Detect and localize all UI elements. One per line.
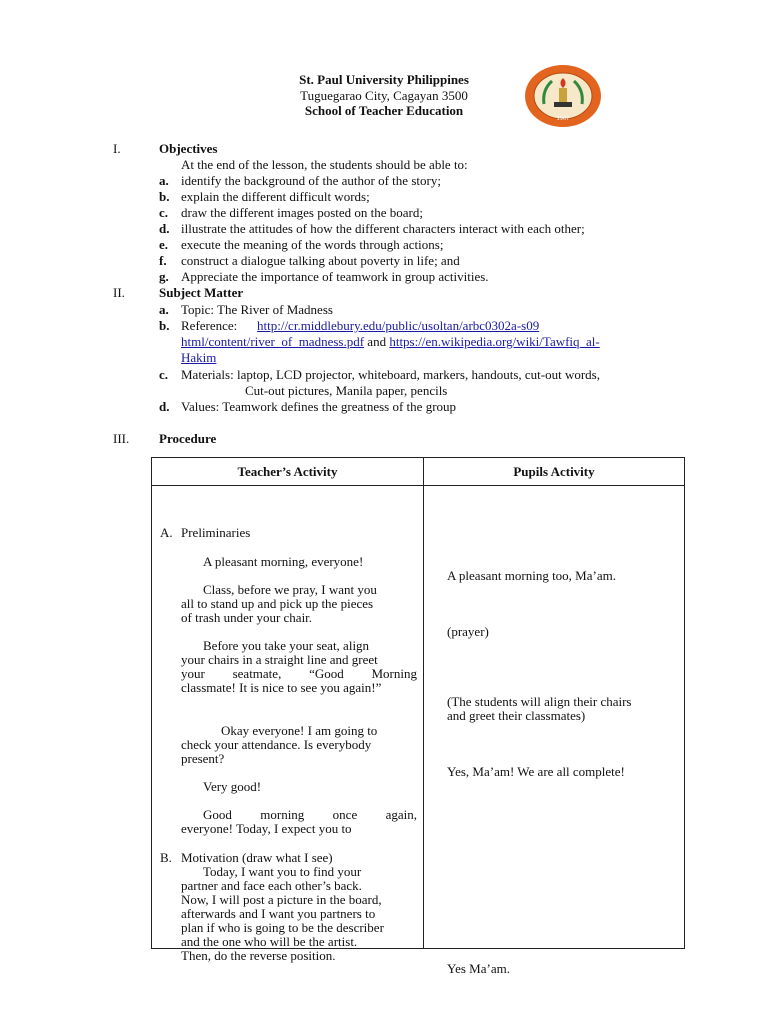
pupils-activity-header: Pupils Activity: [424, 458, 685, 486]
motivation-line: Then, do the reverse position.: [181, 948, 336, 963]
subject-matter-numeral: II.: [113, 285, 125, 300]
motivation-line: Now, I will post a picture in the board,: [181, 892, 382, 907]
teacher-pray-line: Class, before we pray, I want you: [203, 582, 377, 597]
materials-text: Materials: laptop, LCD projector, whiteboard, markers, handouts, cut-out words,: [181, 367, 600, 382]
teacher-very-good: Very good!: [203, 779, 262, 794]
procedure-table: [151, 457, 685, 976]
reference-link-middlebury-cont[interactable]: html/content/river_of_madness.pdf: [181, 334, 365, 349]
motivation-line: Today, I want you to find your: [203, 864, 362, 879]
objective-letter: g.: [159, 269, 169, 284]
teacher-align-line: classmate! It is nice to see you again!”: [181, 680, 382, 695]
materials-text-cont: Cut-out pictures, Manila paper, pencils: [245, 383, 448, 398]
objective-letter: b.: [159, 189, 170, 204]
objective-item: construct a dialogue talking about poverty in life; and: [181, 253, 460, 268]
objective-item: Appreciate the importance of teamwork in group activities.: [181, 269, 489, 284]
pupils-greeting: A pleasant morning too, Ma’am.: [447, 568, 616, 583]
objective-letter: e.: [159, 237, 169, 252]
pupils-align-line: and greet their classmates): [447, 708, 586, 723]
procedure-numeral: III.: [113, 431, 130, 446]
objective-letter: c.: [159, 205, 169, 220]
teacher-attendance-line: Okay everyone! I am going to: [221, 723, 378, 738]
teacher-activity-header: Teacher’s Activity: [152, 458, 424, 486]
motivation-line: partner and face each other’s back.: [181, 878, 362, 893]
objective-letter: f.: [159, 253, 167, 268]
procedure-title: Procedure: [159, 431, 217, 446]
pupils-activity-cell: [424, 486, 685, 976]
reference-and: and: [367, 334, 387, 349]
reference-letter: b.: [159, 318, 170, 333]
objective-item: draw the different images posted on the board;: [181, 205, 423, 220]
teacher-attendance-line: check your attendance. Is everybody: [181, 737, 372, 752]
subject-matter-title: Subject Matter: [159, 285, 244, 300]
university-address: Tuguegarao City, Cagayan 3500: [300, 88, 468, 103]
objective-item: explain the different difficult words;: [181, 189, 370, 204]
values-letter: d.: [159, 399, 170, 414]
teacher-align-line: your seatmate, “Good Morning: [181, 666, 417, 681]
teacher-align-line: your chairs in a straight line and greet: [181, 652, 378, 667]
teacher-pray-line: of trash under your chair.: [181, 610, 313, 625]
materials-letter: c.: [159, 367, 169, 382]
teacher-expect-line: everyone! Today, I expect you to: [181, 821, 352, 836]
teacher-activity-cell: [152, 486, 424, 963]
reference-link-wikipedia[interactable]: https://en.wikipedia.org/wiki/Tawfiq_al-: [389, 334, 600, 349]
pupils-yes: Yes Ma’am.: [447, 961, 510, 976]
pupils-prayer: (prayer): [447, 624, 489, 639]
teacher-expect-line: Good morning once again,: [203, 807, 417, 822]
objective-letter: a.: [159, 173, 169, 188]
university-name: St. Paul University Philippines: [299, 72, 469, 87]
motivation-line: afterwards and I want you partners to: [181, 906, 376, 921]
values-text: Values: Teamwork defines the greatness of the group: [181, 399, 457, 414]
pupils-align-line: (The students will align their chairs: [447, 694, 632, 709]
topic-text: Topic: The River of Madness: [181, 302, 333, 317]
objectives-intro: At the end of the lesson, the students should be able to:: [181, 157, 468, 172]
objective-item: identify the background of the author of the story;: [181, 173, 441, 188]
objective-item: execute the meaning of the words through actions;: [181, 237, 444, 252]
teacher-pray-line: all to stand up and pick up the pieces: [181, 596, 374, 611]
reference-link-middlebury[interactable]: http://cr.middlebury.edu/public/usoltan/arbc0302a-s09: [257, 318, 540, 333]
objectives-title: Objectives: [159, 141, 218, 156]
pupils-complete: Yes, Ma’am! We are all complete!: [447, 764, 625, 779]
seal-year: 1907: [556, 116, 570, 122]
prelim-letter: A.: [160, 525, 173, 540]
reference-link-wikipedia-cont[interactable]: Hakim: [181, 350, 217, 365]
school-name: School of Teacher Education: [304, 103, 464, 118]
university-seal-logo: [524, 64, 602, 128]
motivation-line: and the one who will be the artist.: [181, 934, 358, 949]
topic-letter: a.: [159, 302, 169, 317]
prelim-title: Preliminaries: [181, 525, 251, 540]
teacher-align-line: Before you take your seat, align: [203, 638, 370, 653]
motivation-letter: B.: [160, 850, 172, 865]
motivation-line: plan if who is going to be the describer: [181, 920, 384, 935]
objective-item: illustrate the attitudes of how the different characters interact with each other;: [181, 221, 585, 236]
teacher-attendance-line: present?: [181, 751, 225, 766]
objectives-numeral: I.: [113, 141, 121, 156]
objective-letter: d.: [159, 221, 170, 236]
reference-label: Reference:: [181, 318, 238, 333]
teacher-greeting: A pleasant morning, everyone!: [203, 554, 364, 569]
motivation-title: Motivation (draw what I see): [181, 850, 333, 865]
